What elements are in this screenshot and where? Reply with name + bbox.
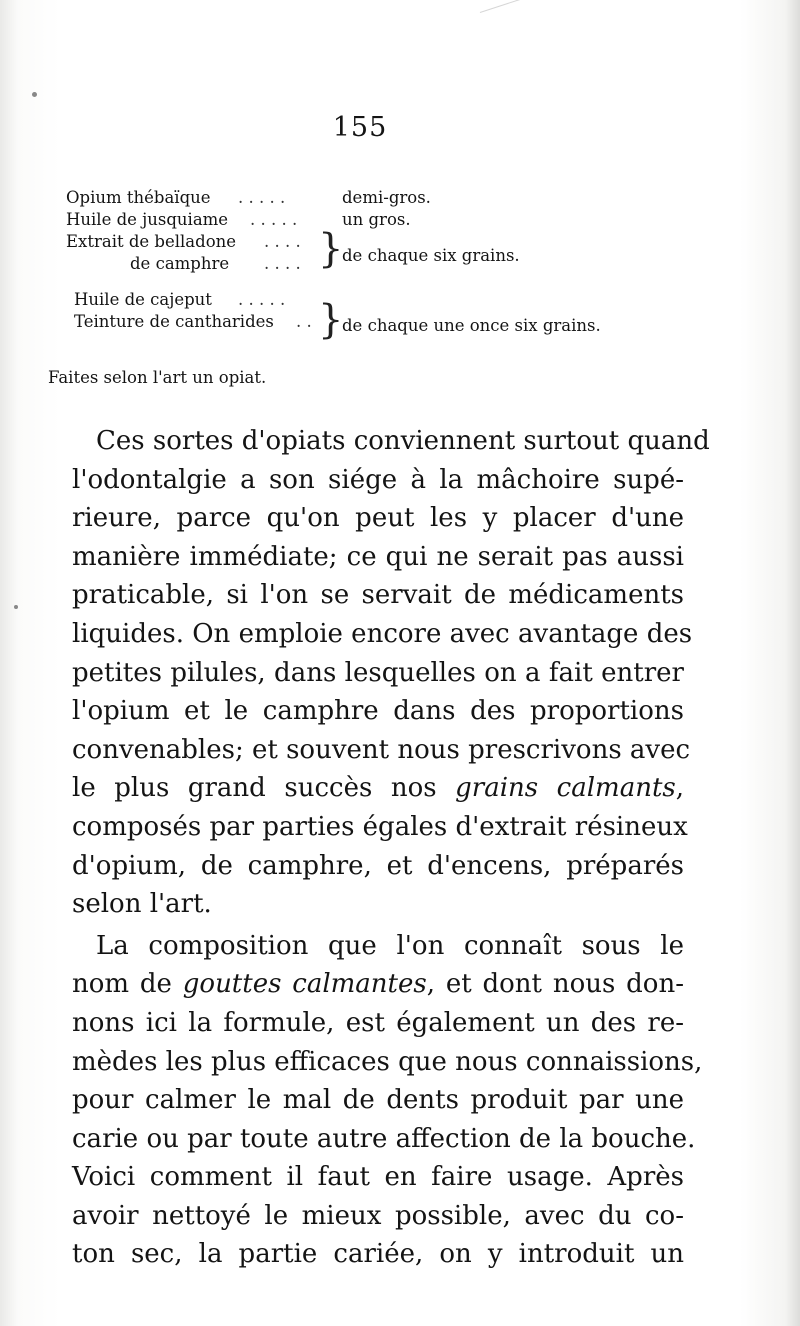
text-line: convenables; et souvent nous prescrivons avec: [72, 734, 691, 765]
group-2-quantity: de chaque une once six grains.: [342, 316, 601, 335]
brace-group-2: }: [318, 297, 344, 343]
leader-dots: . . . . .: [238, 188, 286, 207]
text-line: praticable, si l'on se servait de médicaments: [72, 580, 684, 611]
text-line: [48, 965, 684, 1004]
italic-term: gouttes calmantes: [182, 969, 427, 1000]
text-line: rieure, parce qu'on peut les y placer d'une: [72, 503, 684, 534]
leader-dots: . . . .: [264, 232, 301, 251]
text-segment: ,: [675, 773, 685, 804]
scan-speck: [14, 605, 18, 609]
text-segment: , et dont nous don-: [426, 969, 684, 1000]
text-segment: nom de: [72, 969, 183, 1000]
formula-conclusion: Faites selon l'art un opiat.: [48, 368, 267, 387]
text-line: liquides. On emploie encore avec avantage des: [72, 618, 693, 649]
page-number: 155: [332, 112, 388, 143]
text-line: La composition que l'on connaît sous le: [96, 930, 684, 961]
text-line: nons ici la formule, est également un des re-: [72, 1007, 684, 1038]
ingredient-quantity: un gros.: [342, 210, 411, 229]
formula-row: [66, 290, 686, 312]
ingredient-name: Huile de cajeput: [74, 290, 212, 309]
formula-row: [66, 210, 686, 232]
text-line: [48, 769, 684, 808]
brace-group-1: }: [318, 226, 344, 272]
leader-dots: . . . . .: [250, 210, 298, 229]
formula-block: [66, 188, 686, 343]
text-line: pour calmer le mal de dents produit par une: [72, 1085, 684, 1116]
text-line: l'opium et le camphre dans des proportions: [72, 696, 684, 727]
text-line: d'opium, de camphre, et d'encens, préparés: [72, 850, 684, 881]
text-line: selon l'art.: [72, 889, 212, 920]
leader-dots: . . . . .: [238, 290, 286, 309]
ingredient-name: Teinture de cantharides: [74, 312, 274, 331]
ingredient-name: de camphre: [130, 254, 230, 273]
text-line: Voici comment il faut en faire usage. Après: [72, 1162, 684, 1193]
text-line: ton sec, la partie cariée, on y introduit un: [72, 1239, 684, 1270]
ingredient-name: Extrait de belladone: [66, 232, 237, 251]
ingredient-name: Opium thébaïque: [66, 188, 211, 207]
leader-dots: . . . .: [264, 254, 301, 273]
leader-dots: . .: [296, 312, 312, 331]
text-line: avoir nettoyé le mieux possible, avec du co-: [72, 1200, 684, 1231]
body-text: [48, 422, 710, 1274]
text-line: petites pilules, dans lesquelles on a fait entrer: [72, 657, 684, 688]
scan-speck: [32, 92, 37, 97]
text-segment: le plus grand succès nos: [72, 773, 456, 804]
paragraph-1: [48, 422, 710, 924]
text-line: Ces sortes d'opiats conviennent surtout quand: [96, 426, 710, 456]
text-line: l'odontalgie a son siége à la mâchoire supé-: [72, 464, 684, 495]
text-line: mèdes les plus efficaces que nous connaissions,: [72, 1046, 703, 1077]
italic-term: grains calmants: [455, 773, 676, 804]
group-1-quantity: de chaque six grains.: [342, 246, 520, 265]
text-line: carie ou par toute autre affection de la bouche.: [72, 1123, 696, 1154]
text-line: manière immédiate; ce qui ne serait pas aussi: [72, 541, 684, 572]
text-line: composés par parties égales d'extrait résineux: [72, 811, 688, 842]
scan-artifact-line: [480, 0, 728, 13]
ingredient-name: Huile de jusquiame: [66, 210, 229, 229]
formula-row: [66, 188, 686, 210]
paragraph-2: [48, 927, 703, 1274]
ingredient-quantity: demi-gros.: [342, 188, 431, 207]
